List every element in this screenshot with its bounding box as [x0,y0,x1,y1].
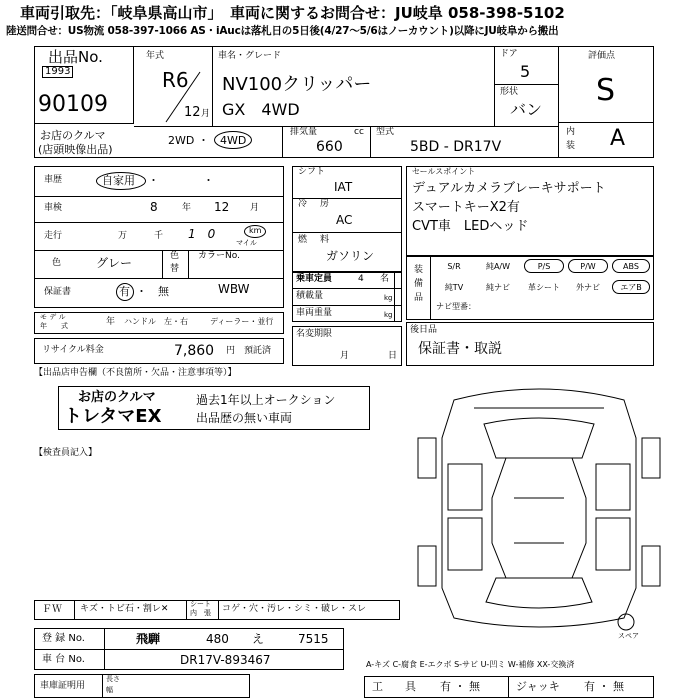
recycle-unit: 円 [226,346,236,356]
rear-window [486,578,592,608]
header-line-1: 車両引取先：「岐阜県高山市」 車両に関するお問合せ：JU岐阜 058-398-5102 [20,4,565,22]
drive-4wd: 4WD [220,134,247,147]
windshield [484,418,594,458]
registration-label: 登 録 No. [42,633,85,644]
mileage-digits: 1 0 [188,227,216,241]
fuel-label-2: 料 [320,235,330,245]
chassis-label: 車 台 No. [42,654,85,665]
equipment-label-2: 備 [414,279,424,289]
header-line-2: 陸送問合せ：US物流 058-397-1066 AS・iAucは落札日の5日後(4/27～5/6はノーカウント)以降にJU岐阜から搬出 [6,25,559,37]
car-name: NV100クリッパー [222,74,372,95]
displacement-value: 660 [316,139,343,155]
color-value: グレー [96,256,133,270]
tools-label: 工 具 [372,680,416,693]
warranty-no: ・ 無 [136,285,169,298]
model-row-handle: ハンドル 左・右 [124,317,188,326]
model-year-month-unit: 月 [201,109,211,119]
length-label: 長さ [106,675,120,683]
entry-note-2: (店頭映像出品) [38,143,113,156]
right-rear-door [596,518,630,570]
car-grade: GX 4WD [222,100,300,119]
equip-ps: P/S [524,259,564,273]
left-rear-door [448,518,482,570]
jack-label: ジャッキ [516,680,560,693]
warranty-label: 保証書 [44,287,72,297]
brand-name: トレタマEX [64,406,162,427]
equipment-label-1: 装 [414,265,424,275]
model-row-label-1: モ デ ル [40,313,66,321]
capacity-value: 4 [358,274,364,284]
left-front-door [448,464,482,510]
fw-value: キズ・トビ石・割レ✕ [80,604,169,614]
notes-label: 【出品店申告欄（不良箇所・欠品・注意事項等）】 [34,368,237,378]
spare-label: スペア [618,632,639,640]
load-unit: kg [384,294,393,302]
seat-label-1: シート [190,600,211,608]
color-change-2: 替 [170,264,180,274]
score-label: 評価点 [588,51,616,61]
recycle-value: 7,860 [174,343,215,359]
mileage-mile: マイル [236,239,257,247]
notes-line-1: 過去1年以上オークション [196,393,336,407]
shape-label: 形状 [500,87,519,97]
equip-navi: 純ナビ [486,282,510,292]
model-year-era: R6 [162,68,189,92]
car-diagram [414,378,664,640]
entry-number: 90109 [38,92,108,117]
doors-label: ドア [500,49,518,59]
car-body-outline [442,389,636,627]
navi-model-label: ナビ型番： [436,302,476,311]
equip-airbag: エアB [612,280,650,294]
shift-value: IAT [334,180,353,194]
model-row-year-unit: 年 [106,317,116,327]
drive-2wd: 2WD [168,134,195,147]
doors-value: 5 [520,62,531,81]
equip-leather: 革シート [528,282,560,292]
left-front-tire [418,438,436,478]
sales-point-2: スマートキーX2有 [412,200,520,215]
entry-label: 出品No. [48,48,103,66]
registration-area: 飛騨 [136,632,161,646]
fuel-label-1: 燃 [298,235,308,245]
inspection-year: 8 [150,200,158,214]
left-rear-tire [418,546,436,586]
fw-label: ＦＷ [42,604,62,615]
roof-outline [492,458,586,578]
score-value: S [596,73,616,108]
model-row-dealer: ディーラー・並行 [210,317,274,326]
recycle-label: リサイクル料金 [42,345,104,355]
name-change-month: 月 [340,351,350,361]
right-front-door [596,464,630,510]
inspection-label: 車検 [44,203,63,213]
history-label: 車歴 [44,175,63,185]
history-rest: ・ ・ [148,174,214,187]
sales-point-1: デュアルカメラブレーキサポート [412,181,606,196]
weight-unit: kg [384,311,393,319]
color-no-label: カラーNo. [198,251,240,261]
model-code-value: 5BD - DR17V [410,139,502,155]
fuel-value: ガソリン [326,249,375,263]
interior-label-1: 内 [566,127,576,137]
history-value: 自家用 [102,174,135,187]
registration-class: 480 [206,632,229,646]
weight-label: 車両重量 [296,308,333,318]
inspection-year-unit: 年 [182,203,192,213]
seat-label-2: 内 張 [190,609,211,617]
right-front-tire [642,438,660,478]
after-label: 後日品 [410,325,438,335]
entry-year-tag: 1993 [42,66,73,78]
right-rear-tire [642,546,660,586]
load-label: 積載量 [296,291,324,301]
equip-ext-navi: 外ナビ [576,282,600,292]
drive-sep: ・ [198,134,209,147]
damage-legend: A-キズ C-腐食 E-エクボ S-サビ U-凹ミ W-補修 XX-交換済 [366,660,575,669]
tools-value: 有 ・ 無 [440,680,480,693]
mileage-label: 走行 [44,231,63,241]
after-value: 保証書・取説 [418,341,502,357]
recycle-note: 預託済 [244,346,272,356]
equip-pw: P/W [568,259,608,273]
aircon-label-2: 房 [320,199,330,209]
equipment-label-3: 品 [414,293,424,303]
name-change-day: 日 [388,351,398,361]
width-label: 幅 [106,686,113,694]
inspection-month: 12 [214,200,230,214]
inspection-month-unit: 月 [250,203,260,213]
jack-value: 有 ・ 無 [584,680,624,693]
notes-line-2: 出品歴の無い車両 [196,411,293,425]
registration-kana: え [252,632,265,646]
aircon-value: AC [336,213,353,227]
chassis-value: DR17V-893467 [180,653,271,667]
displacement-label: 排気量 [290,127,318,137]
capacity-label: 乗車定員 [296,274,333,284]
spare-tire [618,614,634,630]
displacement-unit: cc [354,127,364,137]
name-change-label: 名変期限 [296,329,333,339]
model-code-label: 型式 [376,127,395,137]
equip-alloy: 純A/W [485,261,511,271]
shop-car: お店のクルマ [78,390,156,405]
interior-label-2: 装 [566,141,576,151]
model-row-label-2: 年 式 [40,322,68,330]
seat-value: コゲ・穴・汚レ・シミ・破レ・スレ [222,604,367,614]
car-name-label: 車名・グレード [218,51,282,61]
inspector-label: 【検査員記入】 [34,448,98,458]
model-year-label: 年式 [146,51,165,61]
warranty-yes: 有 [119,285,130,298]
capacity-unit: 名 [380,274,390,284]
color-label: 色 [52,258,62,268]
mileage-unit-sen: 千 [154,231,164,241]
sales-point-3: CVT車 LEDヘッド [412,219,529,234]
shift-label: シフト [298,167,326,177]
entry-note-1: お店のクルマ [40,129,106,142]
aircon-label-1: 冷 [298,199,308,209]
equip-abs: ABS [612,259,650,273]
interior-value: A [610,126,626,151]
mileage-km: km [249,226,262,235]
model-year-month: 12 [184,105,201,120]
shape-value: バン [510,100,543,119]
sales-point-label: セールスポイント [412,167,476,176]
equip-tv: 純TV [444,282,464,292]
color-no-value: WBW [218,282,250,296]
color-change-1: 色 [170,251,180,261]
mileage-unit-man: 万 [118,231,128,241]
garage-cert-label: 車庫証明用 [40,681,86,691]
registration-number: 7515 [298,632,329,646]
equip-sr: S/R [447,261,461,271]
